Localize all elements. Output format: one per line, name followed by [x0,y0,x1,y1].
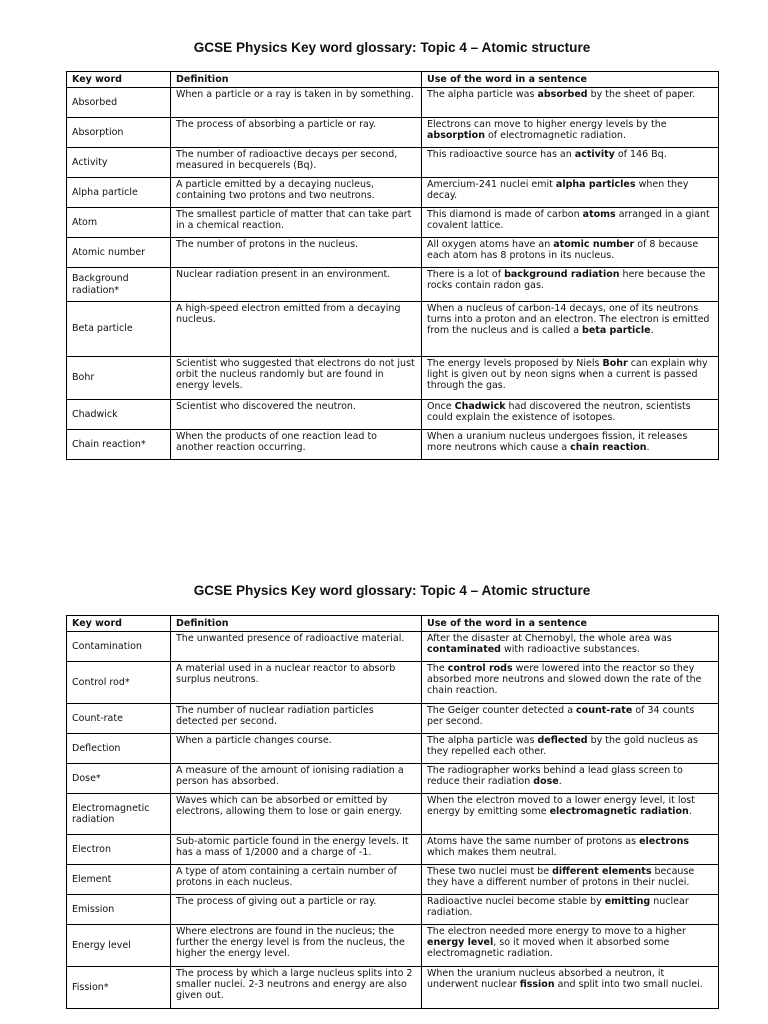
table-row [67,967,719,1009]
sentence-cell [422,835,719,865]
sentence-text: The Geiger counter detected a [427,705,577,716]
sentence-text: The radiographer works behind a lead glass screen to reduce their radiation [427,765,683,788]
sentence-cell [422,764,719,794]
key-word-cell: Electron [67,835,171,865]
highlighted-key-word: electromagnetic radiation [549,806,689,818]
table-row [67,208,719,238]
table-header-row [67,616,719,632]
definition-cell: A measure of the amount of ionising radiation a person has absorbed. [171,764,422,794]
page-title-1: GCSE Physics Key word glossary: Topic 4 – Atomic structure [193,40,591,55]
highlighted-key-word: different elements [552,866,652,877]
sentence-cell [422,268,719,302]
table-row [67,118,719,148]
definition-cell: When a particle changes course. [171,734,422,764]
definition-cell: Scientist who discovered the neutron. [171,400,422,430]
sentence-text: . [558,776,562,788]
sentence-text: . [650,325,654,337]
key-word-cell: Beta particle [67,302,171,357]
table-row [67,357,719,400]
column-header-key-word: Key word [67,72,171,88]
sentence-cell [422,148,719,178]
table-row [67,632,719,662]
table-row [67,148,719,178]
glossary-table-1 [66,71,719,460]
sentence-text: with radioactive substances. [501,644,640,656]
column-header-key-word: Key word [67,616,171,632]
highlighted-key-word: absorption [427,130,485,142]
sentence-cell [422,238,719,268]
sentence-text: nuclear radiation. [427,896,689,919]
page-title-2: GCSE Physics Key word glossary: Topic 4 – Atomic structure [193,583,591,598]
highlighted-key-word: contaminated [427,644,501,656]
table-row [67,268,719,302]
sentence-text: This radioactive source has an [427,149,575,160]
highlighted-key-word: electrons [639,836,690,847]
column-header-sentence: Use of the word in a sentence [422,72,719,88]
sentence-text: can explain why light is given out by neon signs when a current is passed through the gas. [427,358,708,392]
sentence-text: were lowered into the reactor so they absorbed more neutrons and slowed down the rate of the chain reaction. [427,663,702,697]
definition-cell: A particle emitted by a decaying nucleus, containing two protons and two neutrons. [171,178,422,208]
sentence-text: After the disaster at Chernobyl, the whole area was [427,633,672,644]
definition-cell: Where electrons are found in the nucleus; the further the energy level is from the nucleus, the higher the energy level. [171,925,422,967]
definition-cell: Nuclear radiation present in an environment. [171,268,422,302]
key-word-cell: Absorption [67,118,171,148]
highlighted-key-word: alpha particles [555,179,636,190]
highlighted-key-word: chain reaction [570,442,647,454]
key-word-cell: Absorbed [67,88,171,118]
table-row [67,302,719,357]
highlighted-key-word: atomic number [553,239,635,250]
sentence-cell [422,662,719,704]
highlighted-key-word: control rods [447,663,513,674]
sentence-cell [422,208,719,238]
sentence-text: of 34 counts per second. [427,705,695,728]
sentence-cell [422,632,719,662]
sentence-cell [422,400,719,430]
highlighted-key-word: deflected [537,735,588,746]
definition-cell: The number of radioactive decays per second, measured in becquerels (Bq). [171,148,422,178]
sentence-cell [422,925,719,967]
column-header-definition: Definition [171,616,422,632]
sentence-text: by the sheet of paper. [587,89,696,100]
key-word-cell: Contamination [67,632,171,662]
sentence-text: here because the rocks contain radon gas. [427,269,706,292]
sentence-text: Electrons can move to higher energy levels by the [427,119,667,130]
definition-cell: The process of absorbing a particle or ray. [171,118,422,148]
definition-cell: When a particle or a ray is taken in by something. [171,88,422,118]
sentence-cell [422,704,719,734]
highlighted-key-word: dose [533,776,559,788]
sentence-text: and split into two small nuclei. [554,979,703,991]
sentence-text: arranged in a giant covalent lattice. [427,209,710,232]
definition-cell: A high-speed electron emitted from a decaying nucleus. [171,302,422,357]
sentence-cell [422,88,719,118]
sentence-cell [422,895,719,925]
sentence-cell [422,430,719,460]
sentence-text: Radioactive nuclei become stable by [427,896,605,907]
table-row [67,88,719,118]
table-row [67,925,719,967]
table-row [67,704,719,734]
sentence-text: The [427,663,448,674]
definition-cell: The number of nuclear radiation particles detected per second. [171,704,422,734]
highlighted-key-word: atoms [582,209,616,220]
sentence-text: The electron needed more energy to move to a higher [427,926,686,937]
key-word-cell: Control rod* [67,662,171,704]
definition-cell: The process of giving out a particle or ray. [171,895,422,925]
definition-cell: Scientist who suggested that electrons do not just orbit the nucleus randomly but are found in energy levels. [171,357,422,400]
table-row [67,662,719,704]
key-word-cell: Element [67,865,171,895]
sentence-text: by the gold nucleus as they repelled each other. [427,735,698,758]
definition-cell: Waves which can be absorbed or emitted by electrons, allowing them to lose or gain energy. [171,794,422,835]
sentence-cell [422,118,719,148]
key-word-cell: Energy level [67,925,171,967]
sentence-text: . [646,442,650,454]
sentence-text: These two nuclei must be [427,866,553,877]
key-word-cell: Alpha particle [67,178,171,208]
column-header-definition: Definition [171,72,422,88]
key-word-cell: Atom [67,208,171,238]
highlighted-key-word: activity [574,149,615,160]
sentence-text: There is a lot of [427,269,505,280]
highlighted-key-word: Chadwick [454,401,506,412]
sentence-text: had discovered the neutron, scientists could explain the existence of isotopes. [427,401,691,424]
definition-cell: A type of atom containing a certain number of protons in each nucleus. [171,865,422,895]
sentence-text: The alpha particle was [427,735,538,746]
sentence-text: Amercium-241 nuclei emit [427,179,556,190]
sentence-text: When a nucleus of carbon-14 decays, one of its neutrons turns into a proton and an electron. The electron is emitted from the nucleus and is called a [427,303,710,337]
table-row [67,895,719,925]
key-word-cell: Fission* [67,967,171,1009]
sentence-text: When the uranium nucleus absorbed a neutron, it underwent nuclear [427,968,665,991]
key-word-cell: Background radiation* [67,268,171,302]
definition-cell: When the products of one reaction lead to another reaction occurring. [171,430,422,460]
key-word-cell: Activity [67,148,171,178]
key-word-cell: Electromagnetic radiation [67,794,171,835]
sentence-text: which makes them neutral. [427,847,557,859]
sentence-text: , so it moved when it absorbed some electromagnetic radiation. [427,937,670,960]
table-row [67,734,719,764]
definition-cell: The smallest particle of matter that can take part in a chemical reaction. [171,208,422,238]
sentence-text: The alpha particle was [427,89,538,100]
table-header-row [67,72,719,88]
sentence-cell [422,734,719,764]
table-row [67,764,719,794]
sentence-cell [422,794,719,835]
table-row [67,238,719,268]
key-word-cell: Deflection [67,734,171,764]
sentence-text: When a uranium nucleus undergoes fission, it releases more neutrons which cause a [427,431,688,454]
key-word-cell: Bohr [67,357,171,400]
highlighted-key-word: Bohr [602,358,628,369]
column-header-sentence: Use of the word in a sentence [422,616,719,632]
table-row [67,178,719,208]
key-word-cell: Chain reaction* [67,430,171,460]
sentence-text: When the electron moved to a lower energy level, it lost energy by emitting some [427,795,695,818]
highlighted-key-word: absorbed [537,89,588,100]
definition-cell: A material used in a nuclear reactor to absorb surplus neutrons. [171,662,422,704]
sentence-cell [422,357,719,400]
table-row [67,400,719,430]
definition-cell: The process by which a large nucleus splits into 2 smaller nuclei. 2-3 neutrons and energy are also given out. [171,967,422,1009]
definition-cell: The unwanted presence of radioactive material. [171,632,422,662]
key-word-cell: Emission [67,895,171,925]
sentence-text: when they decay. [427,179,689,202]
key-word-cell: Count-rate [67,704,171,734]
definition-cell: Sub-atomic particle found in the energy levels. It has a mass of 1/2000 and a charge of -1. [171,835,422,865]
key-word-cell: Dose* [67,764,171,794]
table-row [67,794,719,835]
sentence-text: This diamond is made of carbon [427,209,583,220]
sentence-cell [422,178,719,208]
sentence-text: Once [427,401,455,412]
highlighted-key-word: count-rate [576,705,633,716]
sentence-text: of electromagnetic radiation. [484,130,626,142]
table-row [67,835,719,865]
sentence-text: The energy levels proposed by Niels [427,358,603,369]
table-row [67,865,719,895]
sentence-cell [422,967,719,1009]
highlighted-key-word: background radiation [504,269,620,280]
sentence-text: because they have a different number of protons in their nuclei. [427,866,695,889]
key-word-cell: Chadwick [67,400,171,430]
table-row [67,430,719,460]
sentence-text: All oxygen atoms have an [427,239,554,250]
sentence-text: of 146 Bq. [614,149,667,160]
highlighted-key-word: emitting [604,896,651,907]
sentence-cell [422,865,719,895]
highlighted-key-word: beta particle [582,325,651,337]
highlighted-key-word: energy level [427,937,494,949]
sentence-text: of 8 because each atom has 8 protons in its nucleus. [427,239,699,262]
highlighted-key-word: fission [519,979,555,991]
glossary-table-2 [66,615,719,1009]
sentence-cell [422,302,719,357]
key-word-cell: Atomic number [67,238,171,268]
sentence-text: . [688,806,692,818]
definition-cell: The number of protons in the nucleus. [171,238,422,268]
sentence-text: Atoms have the same number of protons as [427,836,640,847]
